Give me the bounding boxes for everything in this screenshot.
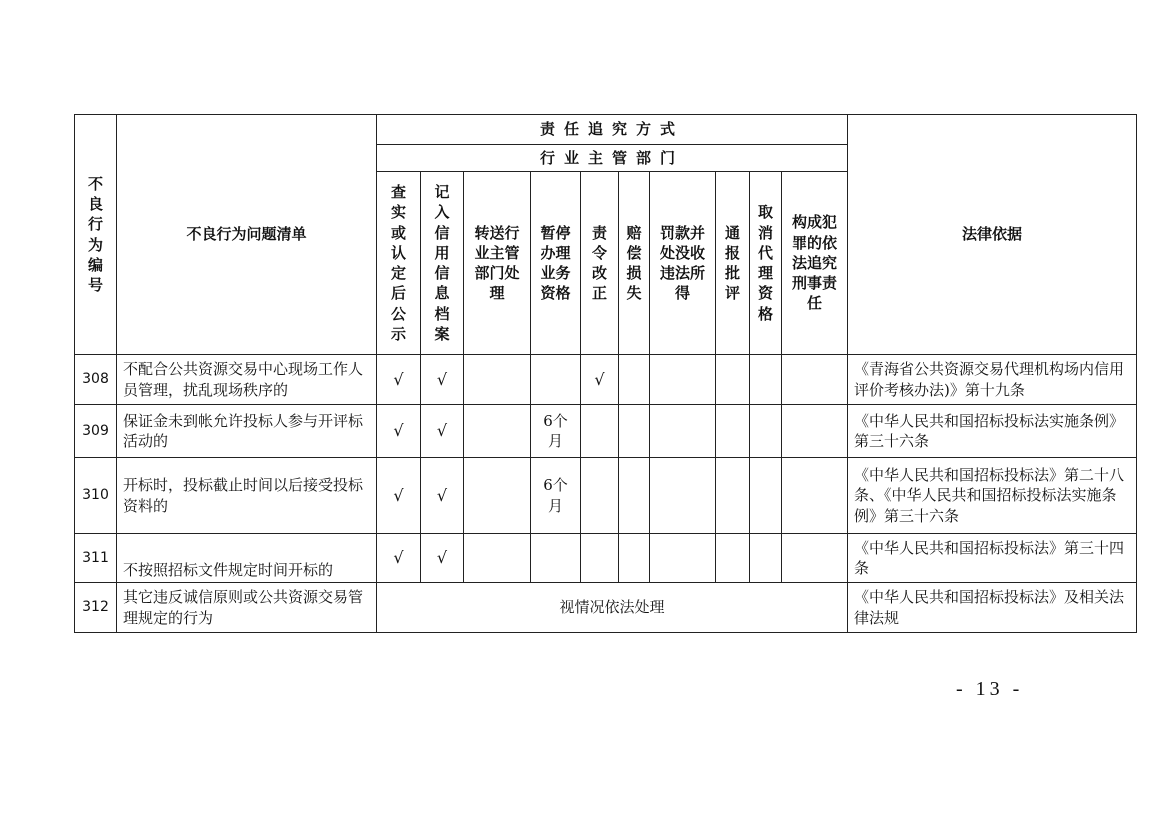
row-code: 311 (75, 534, 117, 583)
row-basis: 《中华人民共和国招标投标法》第三十四条 (848, 534, 1137, 583)
row-item: 开标时，投标截止时间以后接受投标资料的 (117, 458, 377, 534)
header-col-fine: 罚款并 处没收 违法所 得 (650, 172, 716, 355)
row-cell (782, 355, 848, 405)
header-col-suspend: 暂停 办理 业务 资格 (531, 172, 581, 355)
row-cell: √ (421, 534, 464, 583)
row-cell: √ (421, 355, 464, 405)
header-basis: 法律依据 (848, 115, 1137, 355)
row-basis: 《中华人民共和国招标投标法》及相关法律法规 (848, 583, 1137, 633)
header-col-rectify: 责 令 改 正 (581, 172, 619, 355)
row-cell (650, 355, 716, 405)
row-cell (782, 458, 848, 534)
header-col-compensate: 赔 偿 损 失 (619, 172, 650, 355)
row-cell (531, 355, 581, 405)
header-group-top: 责任追究方式 (377, 115, 848, 145)
row-cell (750, 405, 782, 458)
header-col-credit-record: 记 入 信 用 信 息 档 案 (421, 172, 464, 355)
header-col-criminal: 构成犯 罪的依 法追究 刑事责 任 (782, 172, 848, 355)
table-row (75, 583, 1137, 633)
row-cell (619, 355, 650, 405)
row-cell: √ (377, 405, 421, 458)
header-group-sub: 行业主管部门 (377, 145, 848, 172)
row-item: 不配合公共资源交易中心现场工作人员管理，扰乱现场秩序的 (117, 355, 377, 405)
row-cell (619, 405, 650, 458)
row-cell: √ (377, 458, 421, 534)
row-code: 309 (75, 405, 117, 458)
row-cell (619, 458, 650, 534)
row-basis: 《中华人民共和国招标投标法》第二十八条、《中华人民共和国招标投标法实施条例》第三十六条 (848, 458, 1137, 534)
header-col-publicize: 查 实 或 认 定 后 公 示 (377, 172, 421, 355)
table-body (75, 355, 1137, 633)
row-cell: √ (421, 458, 464, 534)
row-basis: 《中华人民共和国招标投标法实施条例》第三十六条 (848, 405, 1137, 458)
row-cell (581, 534, 619, 583)
row-code: 310 (75, 458, 117, 534)
row-cell (650, 458, 716, 534)
table-row (75, 458, 1137, 534)
row-cell (750, 458, 782, 534)
row-cell (750, 355, 782, 405)
row-cell (581, 458, 619, 534)
row-cell: 6个 月 (531, 458, 581, 534)
row-cell (650, 405, 716, 458)
header-col-revoke: 取 消 代 理 资 格 (750, 172, 782, 355)
table-row (75, 355, 1137, 405)
row-cell (716, 405, 750, 458)
row-cell (716, 458, 750, 534)
row-cell (581, 405, 619, 458)
header-code (75, 115, 117, 355)
row-cell (650, 534, 716, 583)
row-cell: √ (377, 355, 421, 405)
row-cell (464, 405, 531, 458)
row-code: 308 (75, 355, 117, 405)
responsibility-table (74, 114, 1137, 633)
row-cell: √ (581, 355, 619, 405)
row-cell (531, 534, 581, 583)
table-header (75, 115, 1137, 355)
row-cell: 6个 月 (531, 405, 581, 458)
table-row (75, 534, 1137, 583)
row-cell (464, 355, 531, 405)
row-cell (782, 405, 848, 458)
header-code-label: 不 良 行 为 编 号 (87, 174, 103, 294)
header-col-transfer: 转送行 业主管 部门处 理 (464, 172, 531, 355)
row-cell (464, 534, 531, 583)
row-item: 保证金未到帐允许投标人参与开评标活动的 (117, 405, 377, 458)
row-cell: √ (421, 405, 464, 458)
row-cell (782, 534, 848, 583)
row-merged-cell: 视情况依法处理 (377, 583, 848, 633)
page-number: - 13 - (956, 678, 1024, 700)
row-cell (716, 355, 750, 405)
row-cell: √ (377, 534, 421, 583)
row-cell (716, 534, 750, 583)
header-list: 不良行为问题清单 (117, 115, 377, 355)
row-cell (619, 534, 650, 583)
row-item: 其它违反诚信原则或公共资源交易管理规定的行为 (117, 583, 377, 633)
row-item: 不按照招标文件规定时间开标的 (117, 534, 377, 583)
row-code: 312 (75, 583, 117, 633)
row-cell (464, 458, 531, 534)
header-col-notice: 通 报 批 评 (716, 172, 750, 355)
row-basis: 《青海省公共资源交易代理机构场内信用评价考核办法)》第十九条 (848, 355, 1137, 405)
row-cell (750, 534, 782, 583)
table-row (75, 405, 1137, 458)
